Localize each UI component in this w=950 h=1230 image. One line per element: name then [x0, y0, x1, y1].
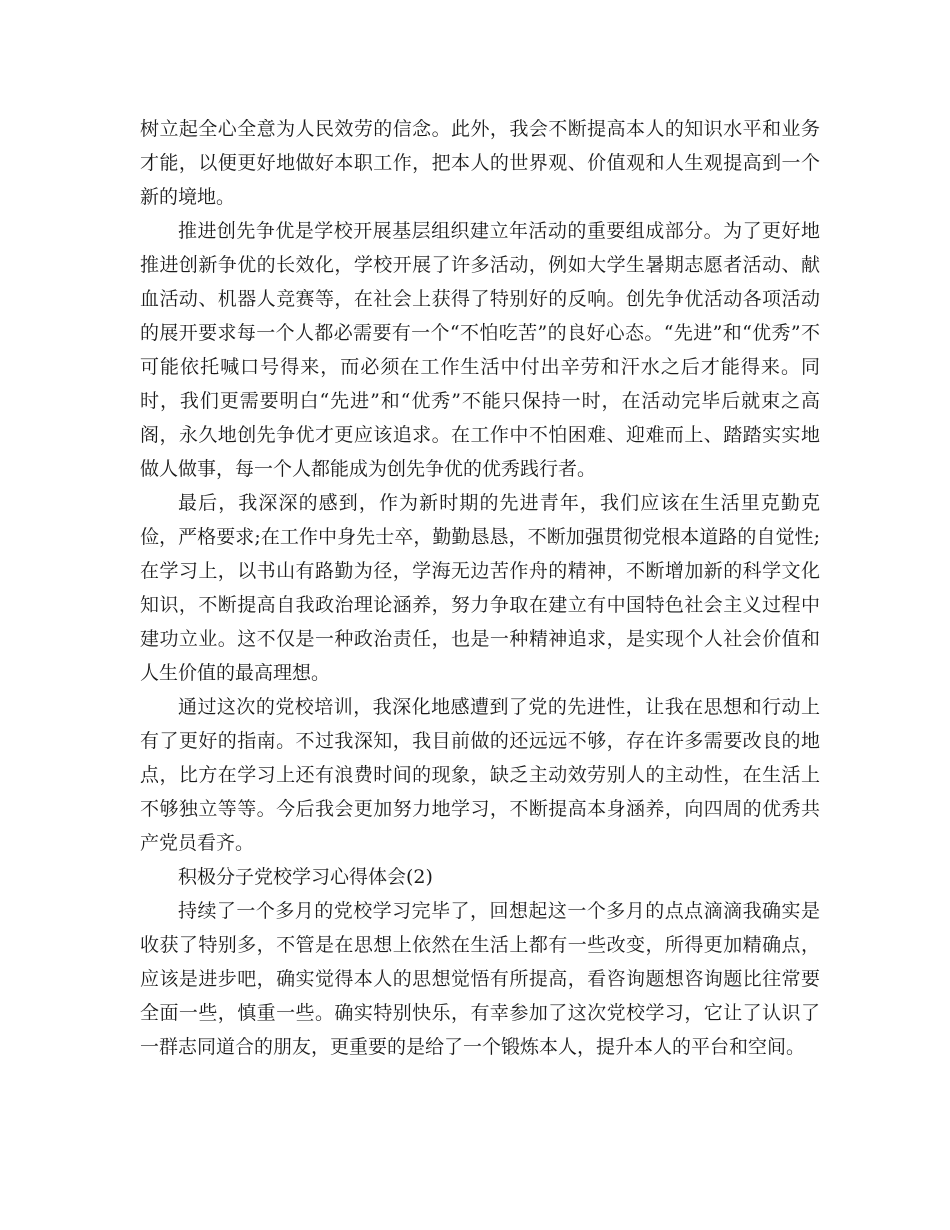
document-page — [140, 112, 820, 1064]
paragraph-4: 通过这次的党校培训，我深化地感遭到了党的先进性，让我在思想和行动上有了更好的指南。不过我深知，我目前做的还远远不够，存在许多需要改良的地点，比方在学习上还有浪费时间的现象，缺乏主动效劳别人的主动性，在生活上不够独立等等。今后我会更加努力地学习，不断提高本身涵养，向四周的优秀共产党员看齐。 — [140, 696, 820, 854]
paragraph-3: 最后，我深深的感到，作为新时期的先进青年，我们应该在生活里克勤克俭，严格要求;在工作中身先士卒，勤勤恳恳，不断加强贯彻党根本道路的自觉性;在学习上，以书山有路勤为径，学海无边苦作舟的精神，不断增加新的科学文化知识，不断提高自我政治理论涵养，努力争取在建立有中国特色社会主义过程中建功立业。这不仅是一种政治责任，也是一种精神追求，是实现个人社会价值和人生价值的最高理想。 — [140, 492, 820, 684]
paragraph-1: 树立起全心全意为人民效劳的信念。此外，我会不断提高本人的知识水平和业务才能，以便更好地做好本职工作，把本人的世界观、价值观和人生观提高到一个新的境地。 — [140, 118, 820, 208]
paragraph-2: 推进创先争优是学校开展基层组织建立年活动的重要组成部分。为了更好地推进创新争优的长效化，学校开展了许多活动，例如大学生暑期志愿者活动、献血活动、机器人竞赛等，在社会上获得了特别好的反响。创先争优活动各项活动的展开要求每一个人都必需要有一个“不怕吃苦”的良好心态。“先进”和“优秀”不可能依托喊口号得来，而必须在工作生活中付出辛劳和汗水之后才能得来。同时，我们更需要明白“先进”和“优秀”不能只保持一时，在活动完毕后就束之高阁，永久地创先争优才更应该追求。在工作中不怕困难、迎难而上、踏踏实实地做人做事，每一个人都能成为创先争优的优秀践行者。 — [140, 220, 820, 480]
section-subheading: 积极分子党校学习心得体会(2) — [178, 866, 433, 888]
paragraph-5: 持续了一个多月的党校学习完毕了，回想起这一个多月的点点滴滴我确实是收获了特别多，不管是在思想上依然在生活上都有一些改变，所得更加精确点，应该是进步吧，确实觉得本人的思想觉悟有所提高，看咨询题想咨询题比往常要全面一些，慎重一些。确实特别快乐，有幸参加了这次党校学习，它让了认识了一群志同道合的朋友，更重要的是给了一个锻炼本人，提升本人的平台和空间。 — [140, 900, 820, 1058]
